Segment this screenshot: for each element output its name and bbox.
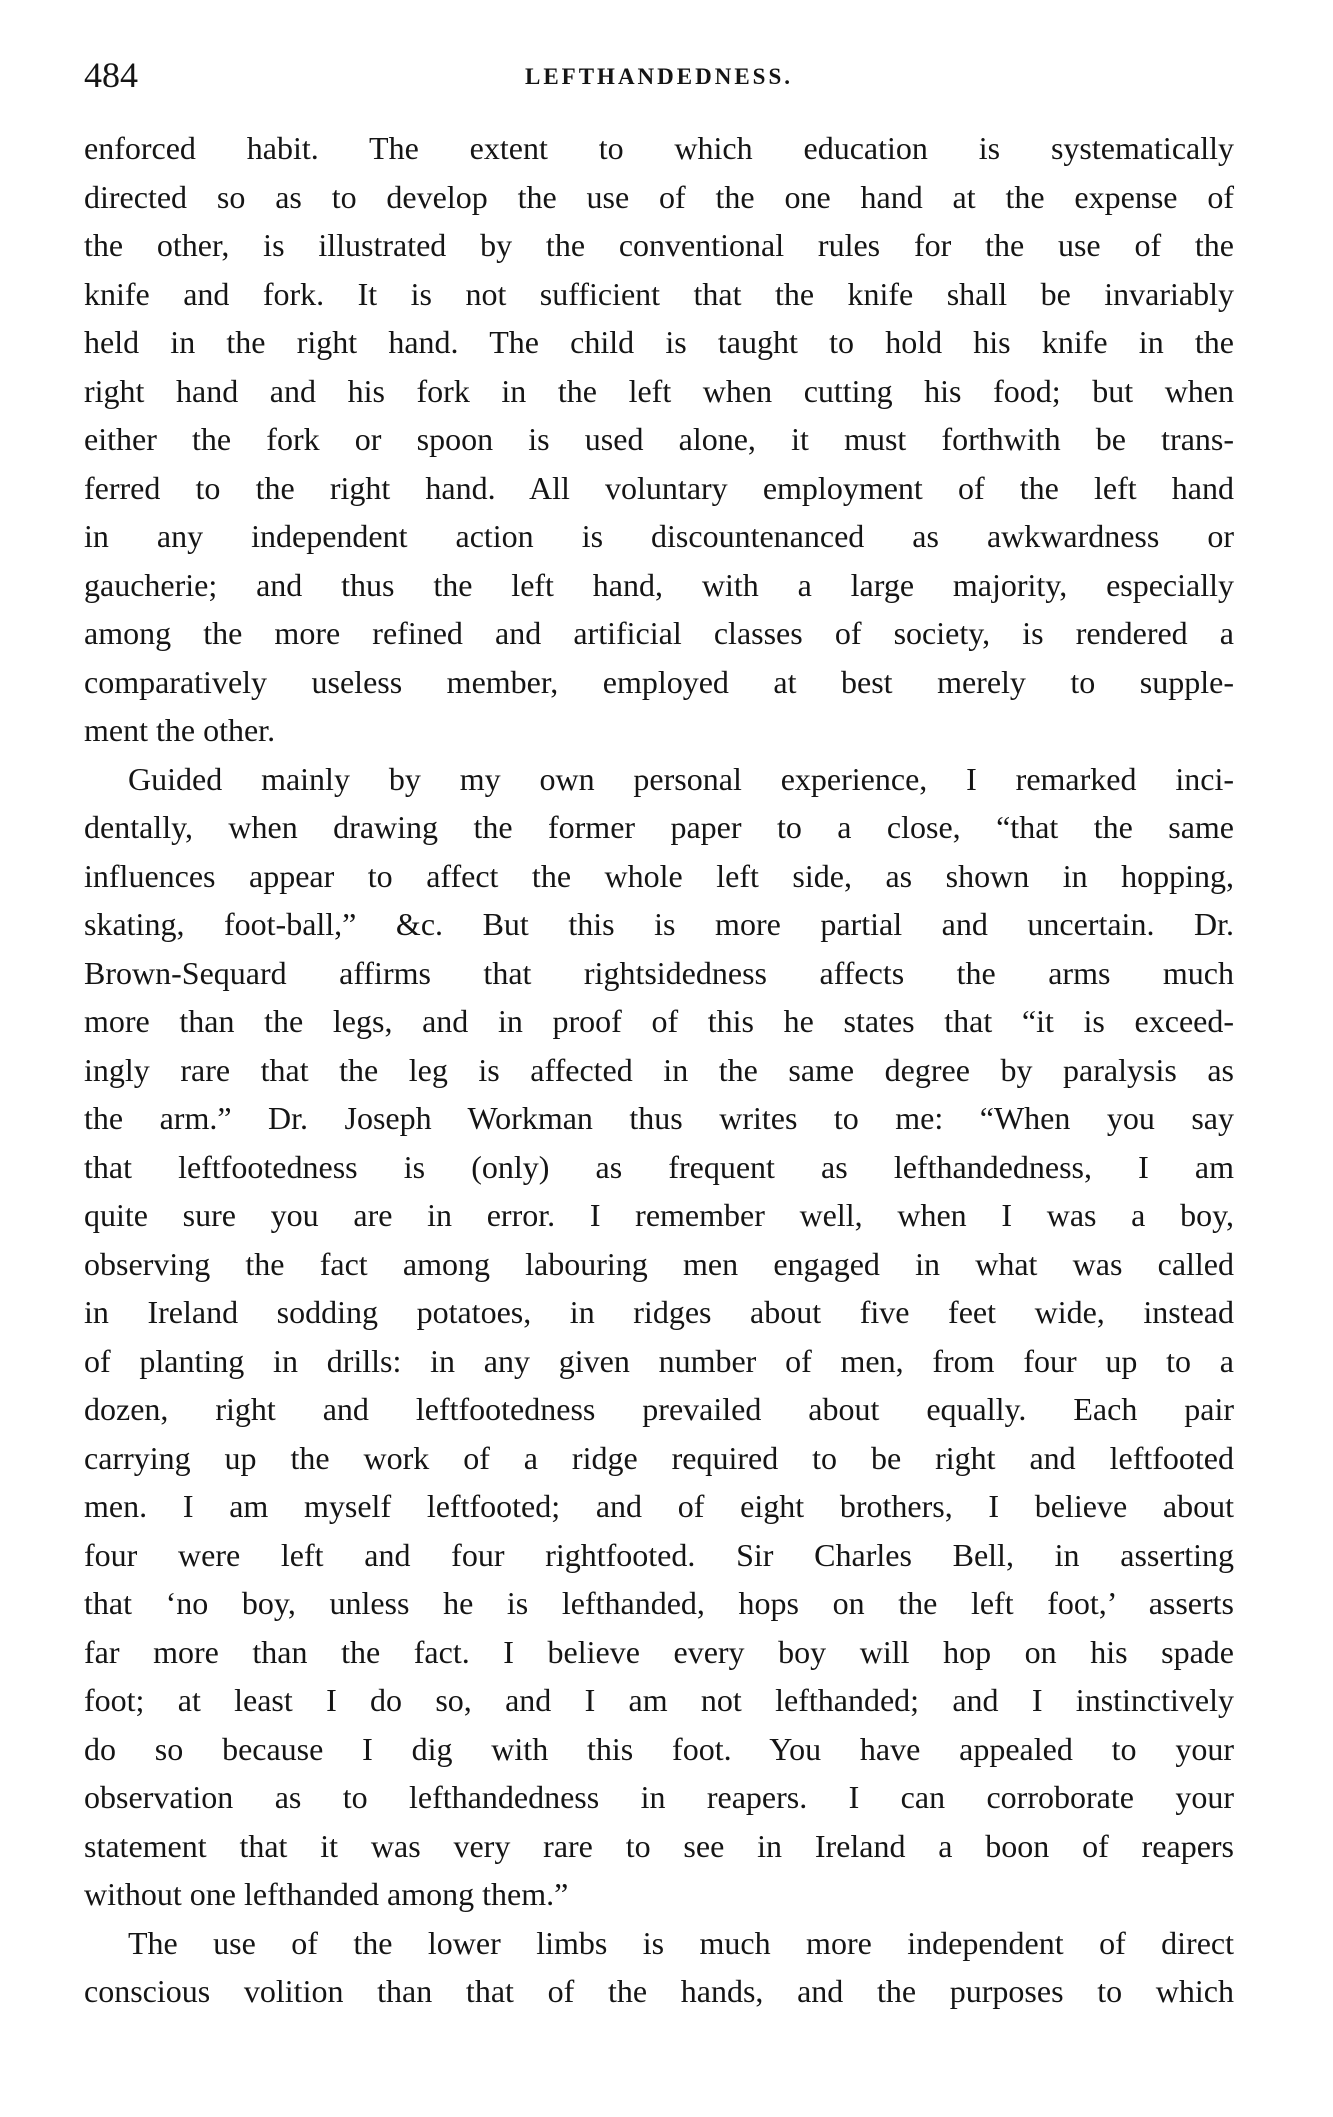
text-line: without one lefthanded among them.” [84,1876,569,1912]
text-line: held in the right hand. The child is taught to hold his knife in the [84,324,1234,360]
text-line: far more than the fact. I believe every boy will hop on his spade [84,1633,1234,1670]
text-line: of planting in drills: in any given number of men, from four up to a [84,1342,1234,1379]
text-line: carrying up the work of a ridge required to be right and leftfooted [84,1439,1234,1476]
text-line: quite sure you are in error. I remember well, when I was a boy, [84,1197,1234,1233]
text-line: more than the legs, and in proof of this he states that “it is exceed- [84,1003,1234,1039]
text-line: in Ireland sodding potatoes, in ridges about five feet wide, instead [84,1294,1234,1330]
paragraph [84,124,1234,755]
text-line: ferred to the right hand. All voluntary employment of the left hand [84,469,1234,506]
text-line: statement that it was very rare to see in Ireland a boon of reapers [84,1827,1234,1864]
text-line: among the more refined and artificial classes of society, is rendered a [84,615,1234,651]
text-line: Brown-Sequard affirms that rightsidedness affects the arms much [84,954,1234,991]
text-line: observation as to lefthandedness in reapers. I can corroborate your [84,1779,1234,1815]
text-line: ment the other. [84,712,276,748]
body-text [84,124,1234,2016]
text-line: dentally, when drawing the former paper to a close, “that the same [84,809,1234,845]
text-line: skating, foot-ball,” &c. But this is more partial and uncertain. Dr. [84,906,1234,942]
text-line: four were left and four rightfooted. Sir Charles Bell, in asserting [84,1536,1234,1573]
text-line: enforced habit. The extent to which education is systematically [84,130,1234,166]
text-line: comparatively useless member, employed at best merely to supple- [84,663,1234,700]
text-line: The use of the lower limbs is much more independent of direct [128,1924,1234,1961]
text-line: do so because I dig with this foot. You have appealed to your [84,1730,1234,1767]
text-line: conscious volition than that of the hands, and the purposes to which [84,1973,1234,2009]
page-number: 484 [84,55,138,95]
text-line: ingly rare that the leg is affected in the same degree by paralysis as [84,1051,1234,1088]
text-line: that ‘no boy, unless he is lefthanded, hops on the left foot,’ asserts [84,1585,1234,1621]
text-line: the other, is illustrated by the conventional rules for the use of the [84,227,1234,263]
text-line: directed so as to develop the use of the one hand at the expense of [84,178,1234,215]
text-line: influences appear to affect the whole left side, as shown in hopping, [84,857,1234,894]
running-title: LEFTHANDEDNESS. [524,64,794,89]
page-header [84,50,1234,100]
text-line: dozen, right and leftfootedness prevailed about equally. Each pair [84,1391,1234,1427]
text-line: observing the fact among labouring men engaged in what was called [84,1245,1234,1282]
paragraph [84,1919,1234,2016]
text-line: either the fork or spoon is used alone, it must forthwith be trans- [84,421,1234,457]
text-line: right hand and his fork in the left when cutting his food; but when [84,372,1234,409]
paragraph [84,755,1234,1919]
text-line: the arm.” Dr. Joseph Workman thus writes to me: “When you say [84,1100,1234,1136]
text-line: gaucherie; and thus the left hand, with a large majority, especially [84,566,1234,603]
text-line: men. I am myself leftfooted; and of eight brothers, I believe about [84,1488,1234,1524]
text-line: in any independent action is discountenanced as awkwardness or [84,518,1234,554]
text-line: that leftfootedness is (only) as frequent as lefthandedness, I am [84,1148,1234,1185]
text-line: foot; at least I do so, and I am not lefthanded; and I instinctively [84,1682,1234,1718]
text-line: Guided mainly by my own personal experience, I remarked inci- [128,760,1234,797]
text-line: knife and fork. It is not sufficient that the knife shall be invariably [84,275,1234,312]
